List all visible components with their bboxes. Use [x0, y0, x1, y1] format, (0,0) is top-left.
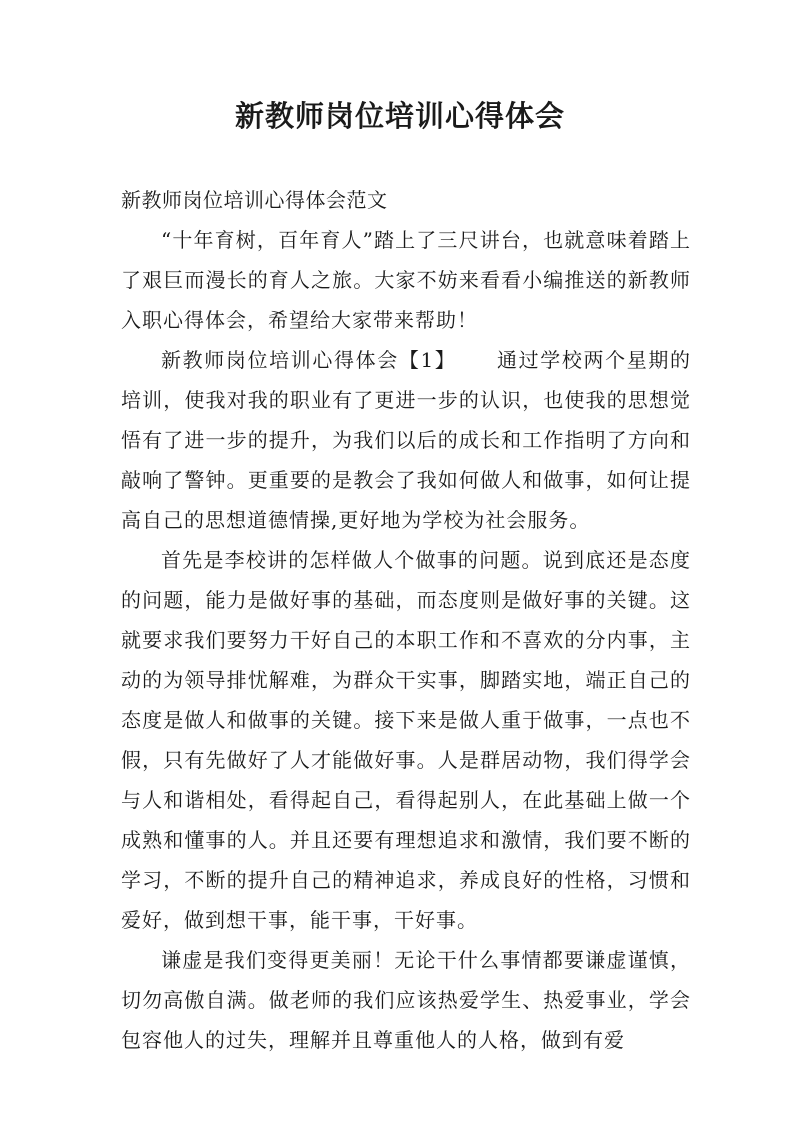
- paragraph-text: 通过学校两个星期的培训，使我对我的职业有了更进一步的认识，也使我的思想觉悟有了进一步的提升，为我们以后的成长和工作指明了方向和敲响了警钟。更重要的是教会了我如何做人和做事，如何让提高自己的思想道德情操,更好地为学校为社会服务。: [121, 348, 692, 532]
- paragraph-text: 谦虚是我们变得更美丽！无论干什么事情都要谦虚谨慎，切勿高傲自满。做老师的我们应该热爱学生、热爱事业，学会包容他人的过失，理解并且尊重他人的人格，做到有爱: [121, 948, 691, 1052]
- body-paragraph: [121, 540, 691, 940]
- document-subtitle: 新教师岗位培训心得体会范文: [121, 188, 388, 212]
- intro-paragraph: [121, 220, 691, 340]
- document-title: 新教师岗位培训心得体会: [234, 99, 565, 133]
- paragraph-text: “十年育树，百年育人”踏上了三尺讲台，也就意味着踏上了艰巨而漫长的育人之旅。大家不妨来看看小编推送的新教师入职心得体会，希望给大家带来帮助！: [121, 228, 691, 332]
- body-paragraph: [121, 940, 691, 1060]
- section-1-paragraph: [121, 340, 691, 540]
- paragraph-text: 首先是李校讲的怎样做人个做事的问题。说到底还是态度的问题，能力是做好事的基础，而态度则是做好事的关键。这就要求我们要努力干好自己的本职工作和不喜欢的分内事，主动的为领导排忧解难，为群众干实事，脚踏实地，端正自己的态度是做人和做事的关键。接下来是做人重于做事，一点也不假，只有先做好了人才能做好事。人是群居动物，我们得学会与人和谐相处，看得起自己，看得起别人，在此基础上做一个成熟和懂事的人。并且还要有理想追求和激情，我们要不断的学习，不断的提升自己的精神追求，养成良好的性格，习惯和爱好，做到想干事，能干事，干好事。: [121, 548, 691, 932]
- document-body: [121, 180, 691, 1060]
- section-heading: 新教师岗位培训心得体会【1】: [161, 348, 457, 372]
